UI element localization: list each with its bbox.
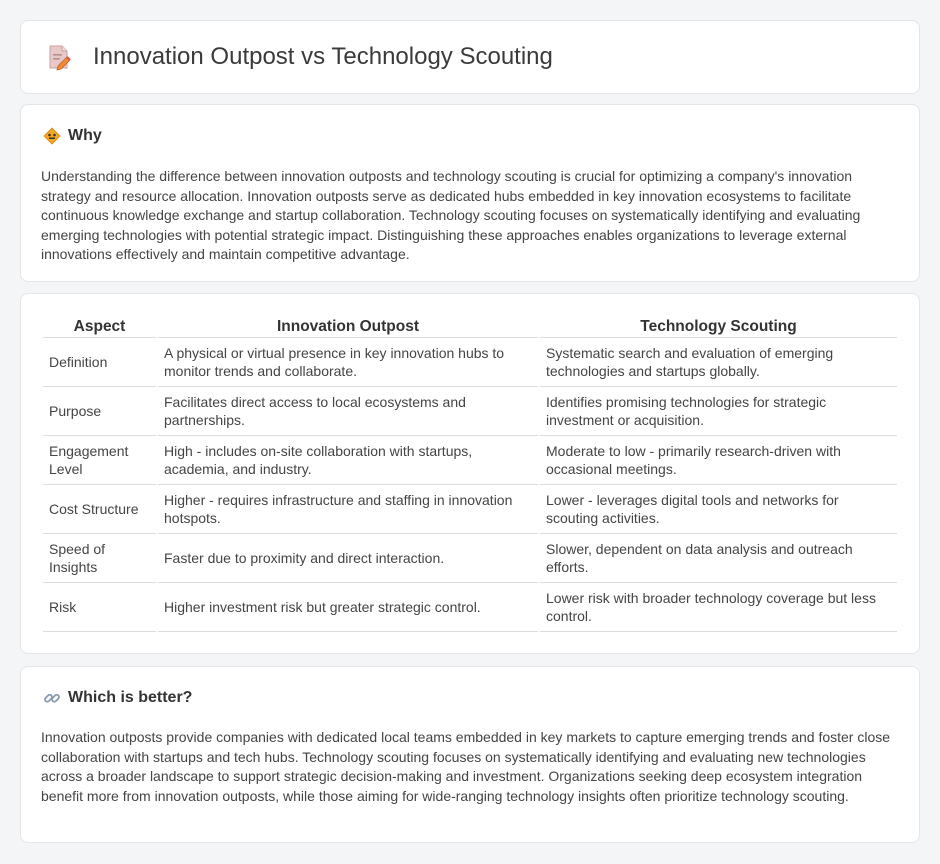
which-is-better-section: [20, 666, 920, 843]
aspect-cell: Risk: [43, 583, 156, 632]
link-icon: [43, 689, 61, 707]
comparison-table: [41, 316, 899, 632]
why-section: [20, 104, 920, 282]
table-row: [43, 338, 897, 387]
technology-scouting-cell: Lower - leverages digital tools and networks for scouting activities.: [540, 485, 897, 534]
innovation-outpost-cell: A physical or virtual presence in key innovation hubs to monitor trends and collaborate.: [158, 338, 538, 387]
page-title: Innovation Outpost vs Technology Scouting: [93, 43, 553, 70]
technology-scouting-cell: Moderate to low - primarily research-driven with occasional meetings.: [540, 436, 897, 485]
innovation-outpost-cell: Higher - requires infrastructure and staffing in innovation hotspots.: [158, 485, 538, 534]
table-row: [43, 485, 897, 534]
header-technology-scouting: Technology Scouting: [540, 316, 897, 338]
aspect-cell: Definition: [43, 338, 156, 387]
technology-scouting-cell: Identifies promising technologies for strategic investment or acquisition.: [540, 387, 897, 436]
technology-scouting-cell: Lower risk with broader technology coverage but less control.: [540, 583, 897, 632]
why-heading-row: [43, 127, 102, 145]
innovation-outpost-cell: Facilitates direct access to local ecosystems and partnerships.: [158, 387, 538, 436]
aspect-cell: Cost Structure: [43, 485, 156, 534]
table-header-row: [43, 316, 897, 338]
aspect-cell: Purpose: [43, 387, 156, 436]
technology-scouting-cell: Slower, dependent on data analysis and outreach efforts.: [540, 534, 897, 583]
table-row: [43, 583, 897, 632]
why-text: Understanding the difference between innovation outposts and technology scouting is crucial for optimizing a company's innovation strategy and resource allocation. Innovation outposts serve as dedicated hubs embedded in key innovation ecosystems to facilitate continuous knowledge exchange and startup collaboration. Technology scouting focuses on systematically identifying and evaluating emerging technologies with potential strategic impact. Distinguishing these approaches enables organizations to leverage external innovations effectively and maintain competitive advantage.: [41, 168, 861, 262]
diamond-warning-icon: [43, 127, 61, 145]
innovation-outpost-cell: Faster due to proximity and direct interaction.: [158, 534, 538, 583]
better-text: Innovation outposts provide companies with dedicated local teams embedded in key markets to capture emerging trends and foster close collaboration with startups and tech hubs. Technology scouting focuses on systematically identifying and evaluating new technologies across a broader landscape to support strategic decision-making and investment. Organizations seeking deep ecosystem integration benefit more from innovation outposts, while those aiming for wide-ranging technology insights often prioritize technology scouting.: [41, 729, 891, 804]
better-heading: Which is better?: [68, 689, 193, 706]
document-pencil-icon: [45, 43, 73, 71]
comparison-section: [20, 293, 920, 654]
innovation-outpost-cell: Higher investment risk but greater strategic control.: [158, 583, 538, 632]
aspect-cell: Speed of Insights: [43, 534, 156, 583]
better-heading-row: [43, 689, 192, 707]
innovation-outpost-cell: High - includes on-site collaboration with startups, academia, and industry.: [158, 436, 538, 485]
title-row: [45, 43, 553, 71]
header-aspect: Aspect: [43, 316, 156, 338]
why-heading: Why: [68, 127, 102, 144]
table-row: [43, 534, 897, 583]
table-row: [43, 436, 897, 485]
table-row: [43, 387, 897, 436]
technology-scouting-cell: Systematic search and evaluation of emerging technologies and startups globally.: [540, 338, 897, 387]
aspect-cell: Engagement Level: [43, 436, 156, 485]
header-card: [20, 20, 920, 94]
header-innovation-outpost: Innovation Outpost: [158, 316, 538, 338]
